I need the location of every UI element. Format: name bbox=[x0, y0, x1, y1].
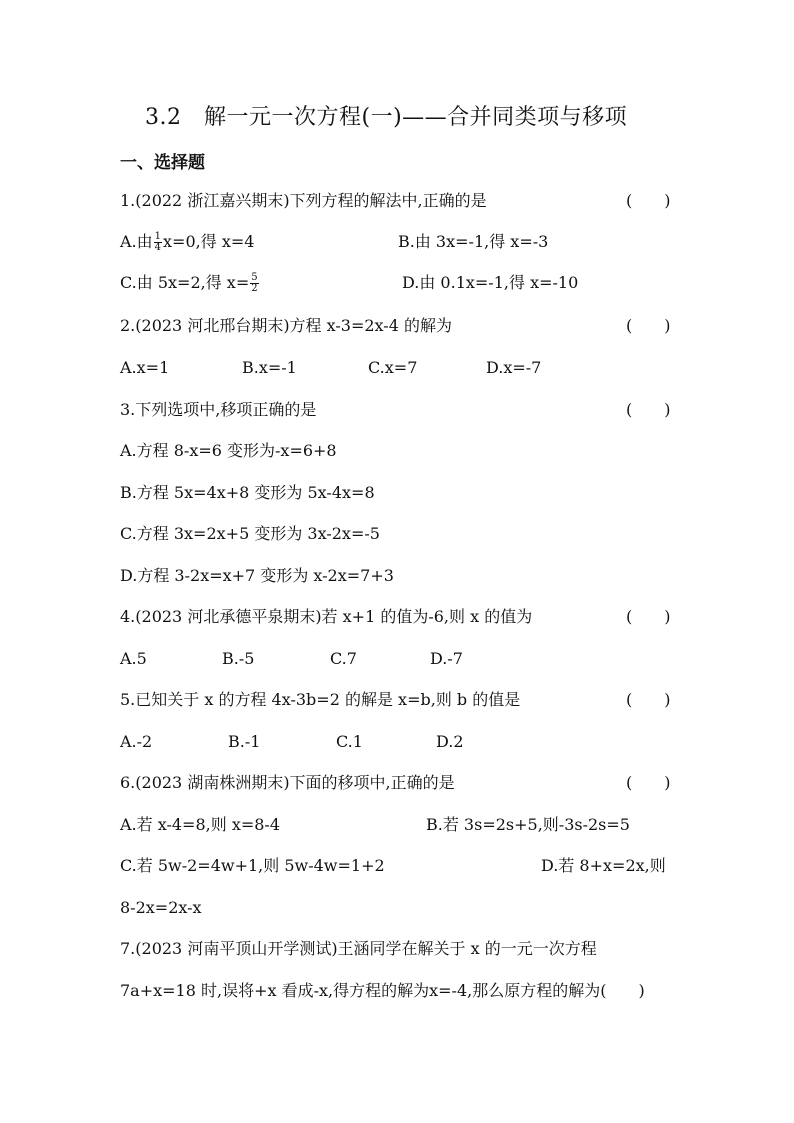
question-1-option-c bbox=[120, 272, 260, 294]
question-2-option-b: B.x=-1 bbox=[242, 358, 297, 377]
fraction-numerator: 1 bbox=[154, 231, 162, 242]
question-2-option-d: D.x=-7 bbox=[486, 358, 542, 377]
section-heading: 一、选择题 bbox=[120, 153, 205, 173]
question-5-option-d: D.2 bbox=[436, 732, 464, 751]
fraction-numerator: 5 bbox=[251, 272, 258, 283]
question-2-stem: 2.(2023 河北邢台期末)方程 x-3=2x-4 的解为 bbox=[120, 316, 452, 335]
question-5-option-a: A.-2 bbox=[120, 732, 153, 751]
option-a-prefix: A.由 bbox=[120, 232, 153, 251]
answer-parentheses: ( ) bbox=[626, 690, 671, 709]
option-c-prefix: C.由 5x=2,得 x= bbox=[120, 273, 250, 292]
question-2-option-a: A.x=1 bbox=[120, 358, 170, 377]
question-4-stem: 4.(2023 河北承德平泉期末)若 x+1 的值为-6,则 x 的值为 bbox=[120, 607, 533, 626]
question-4-option-d: D.-7 bbox=[430, 649, 463, 668]
fraction-denominator: 2 bbox=[251, 283, 258, 294]
question-1-option-b: B.由 3x=-1,得 x=-3 bbox=[398, 232, 549, 251]
question-6-option-a: A.若 x-4=8,则 x=8-4 bbox=[120, 815, 281, 834]
question-1-stem: 1.(2022 浙江嘉兴期末)下列方程的解法中,正确的是 bbox=[120, 191, 487, 210]
answer-parentheses: ( ) bbox=[626, 773, 671, 792]
fraction-denominator: 4 bbox=[154, 242, 162, 253]
answer-parentheses: ( ) bbox=[626, 400, 671, 419]
answer-parentheses: ( ) bbox=[626, 607, 671, 626]
question-3-option-b: B.方程 5x=4x+8 变形为 5x-4x=8 bbox=[120, 483, 375, 502]
question-3-option-a: A.方程 8-x=6 变形为-x=6+8 bbox=[120, 441, 337, 460]
question-5-option-b: B.-1 bbox=[228, 732, 261, 751]
question-4-option-a: A.5 bbox=[120, 649, 147, 668]
option-a-suffix: x=0,得 x=4 bbox=[163, 232, 255, 251]
question-1-option-d: D.由 0.1x=-1,得 x=-10 bbox=[402, 273, 579, 292]
question-6-option-d: D.若 8+x=2x,则 bbox=[541, 856, 666, 875]
question-3-stem: 3.下列选项中,移项正确的是 bbox=[120, 400, 317, 419]
question-1-option-a bbox=[120, 231, 254, 253]
question-2-option-c: C.x=7 bbox=[368, 358, 418, 377]
question-6-option-d-continued: 8-2x=2x-x bbox=[120, 898, 202, 917]
question-5-stem: 5.已知关于 x 的方程 4x-3b=2 的解是 x=b,则 b 的值是 bbox=[120, 690, 521, 709]
fraction-five-halves bbox=[250, 273, 258, 294]
question-4-option-c: C.7 bbox=[330, 649, 357, 668]
question-7-stem-line-1: 7.(2023 河南平顶山开学测试)王涵同学在解关于 x 的一元一次方程 bbox=[120, 939, 597, 958]
answer-parentheses: ( ) bbox=[626, 316, 671, 335]
question-6-option-b: B.若 3s=2s+5,则-3s-2s=5 bbox=[426, 815, 630, 834]
question-3-option-c: C.方程 3x=2x+5 变形为 3x-2x=-5 bbox=[120, 524, 380, 543]
question-6-option-c: C.若 5w-2=4w+1,则 5w-4w=1+2 bbox=[120, 856, 385, 875]
question-3-option-d: D.方程 3-2x=x+7 变形为 x-2x=7+3 bbox=[120, 566, 394, 585]
page-title: 3.2 解一元一次方程(一)——合并同类项与移项 bbox=[145, 105, 628, 130]
question-7-stem-line-2: 7a+x=18 时,误将+x 看成-x,得方程的解为x=-4,那么原方程的解为( ) bbox=[120, 981, 645, 1000]
fraction-one-quarter bbox=[154, 232, 162, 253]
question-6-stem: 6.(2023 湖南株洲期末)下面的移项中,正确的是 bbox=[120, 773, 455, 792]
question-4-option-b: B.-5 bbox=[222, 649, 255, 668]
answer-parentheses: ( ) bbox=[626, 191, 671, 210]
question-5-option-c: C.1 bbox=[336, 732, 363, 751]
